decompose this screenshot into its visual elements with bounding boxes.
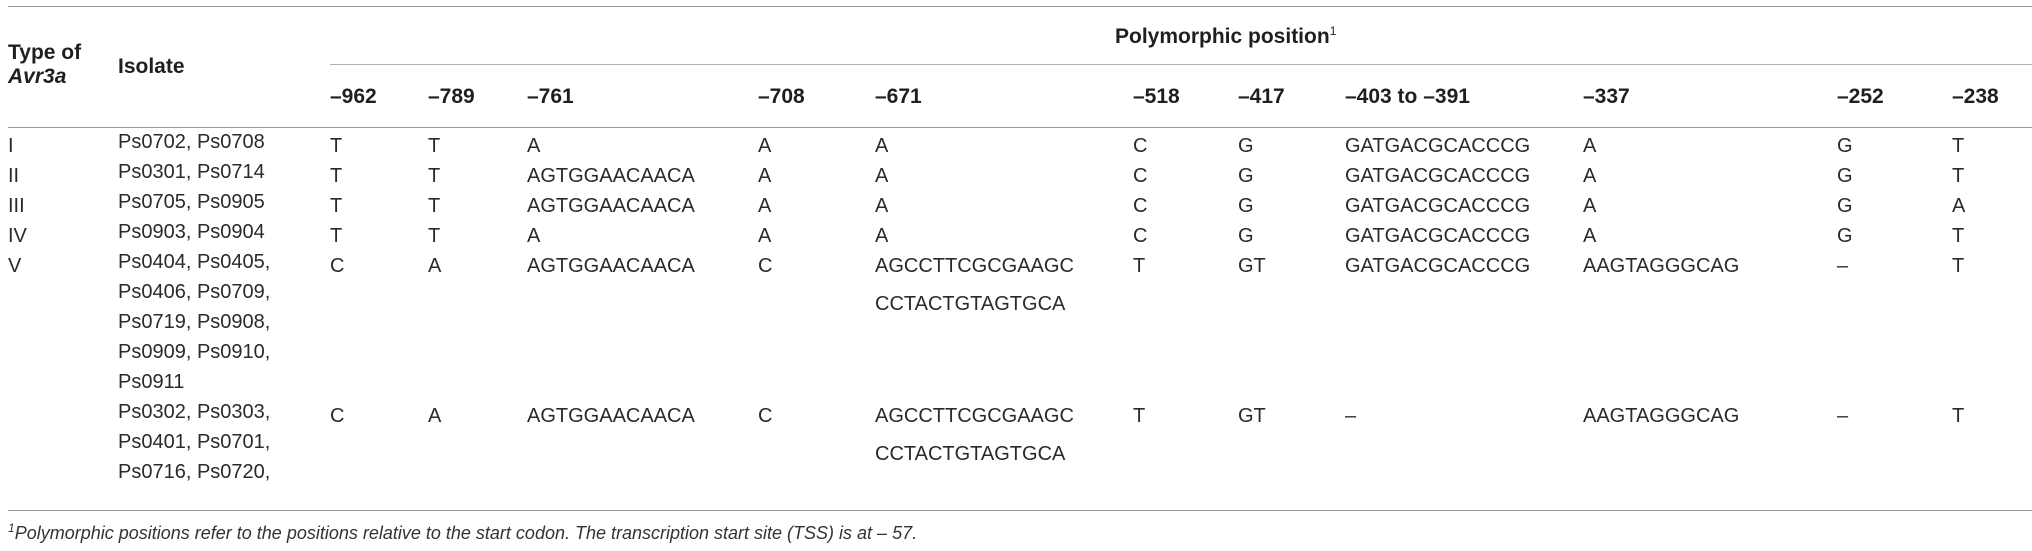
type-cell: II	[8, 165, 20, 187]
position-value: C	[758, 255, 773, 277]
position-value-cell	[1952, 247, 1964, 285]
position-value-cell	[875, 397, 1074, 473]
position-value: T	[1952, 165, 1965, 187]
header-type-line1: Type of	[8, 41, 82, 64]
position-value: G	[1238, 165, 1254, 187]
bottom-rule	[8, 510, 2032, 511]
position-value: T	[330, 135, 343, 157]
position-value-cell	[1583, 247, 1739, 285]
header-isolate: Isolate	[118, 55, 185, 78]
position-value-cell	[1238, 247, 1266, 285]
position-value: A	[1583, 225, 1597, 247]
position-value: T	[428, 195, 441, 217]
position-header: –403 to –391	[1345, 85, 1470, 108]
position-value: A	[875, 225, 889, 247]
header-polymorphic-position	[1115, 24, 1336, 49]
isolate-cell	[118, 157, 265, 187]
position-value: G	[1837, 135, 1853, 157]
isolate-line: Ps0909, Ps0910,	[118, 341, 271, 363]
position-value: AGTGGAACAACA	[527, 195, 695, 217]
position-value: C	[1133, 135, 1148, 157]
position-value: AAGTAGGGCAG	[1583, 405, 1740, 427]
isolate-line: Ps0401, Ps0701,	[118, 431, 271, 453]
position-header: –252	[1837, 85, 1884, 108]
position-value: A	[758, 225, 772, 247]
position-value-cell	[1837, 397, 1848, 435]
isolate-cell	[118, 217, 265, 247]
footnote	[8, 521, 917, 544]
position-value: C	[330, 405, 345, 427]
isolate-line: Ps0719, Ps0908,	[118, 311, 271, 333]
position-value: G	[1238, 135, 1254, 157]
position-value: T	[1952, 225, 1965, 247]
position-value: G	[1837, 165, 1853, 187]
isolate-cell	[118, 187, 265, 217]
position-value-cell	[527, 397, 695, 435]
position-value-cell	[527, 247, 695, 285]
position-value: A	[875, 135, 889, 157]
position-value-cell	[527, 187, 695, 225]
position-value-cell	[428, 247, 441, 285]
top-rule	[8, 6, 2032, 7]
isolate-cell	[118, 397, 270, 487]
position-value-cell	[1952, 397, 1964, 435]
isolate-line: Ps0911	[118, 371, 185, 393]
position-value: T	[428, 135, 441, 157]
position-header: –518	[1133, 85, 1180, 108]
isolate-cell	[118, 127, 265, 157]
position-value-cell	[330, 397, 344, 435]
position-value: G	[1837, 225, 1853, 247]
isolate-line: Ps0406, Ps0709,	[118, 281, 271, 303]
position-value: A	[758, 195, 772, 217]
isolate-line: Ps0903, Ps0904	[118, 221, 265, 243]
position-value: C	[1133, 225, 1148, 247]
position-value: T	[428, 225, 441, 247]
position-value-cell	[330, 247, 344, 285]
position-value: A	[875, 165, 889, 187]
position-value: AGTGGAACAACA	[527, 255, 695, 277]
position-value: AGCCTTCGCGAAGC	[875, 255, 1074, 277]
position-value: AGCCTTCGCGAAGC	[875, 405, 1074, 427]
footnote-marker: 1	[8, 521, 15, 535]
position-value: A	[758, 135, 772, 157]
position-value: G	[1238, 195, 1254, 217]
position-value: CCTACTGTAGTGCA	[875, 443, 1066, 465]
position-value: A	[1583, 165, 1597, 187]
position-value: –	[1837, 405, 1849, 427]
position-value-cell	[1133, 247, 1145, 285]
position-value-cell	[1238, 397, 1266, 435]
type-cell: I	[8, 135, 14, 157]
position-value: G	[1837, 195, 1853, 217]
position-header: –761	[527, 85, 574, 108]
position-value-cell	[758, 397, 772, 435]
position-value: –	[1345, 405, 1357, 427]
position-value-cell	[875, 247, 1074, 323]
header-footnote-marker: 1	[1329, 24, 1337, 38]
isolate-line: Ps0705, Ps0905	[118, 191, 265, 213]
header-type-gene: Avr3a	[8, 65, 67, 88]
position-header: –962	[330, 85, 377, 108]
position-value: C	[1133, 165, 1148, 187]
position-header: –238	[1952, 85, 1999, 108]
position-value: G	[1238, 225, 1254, 247]
position-value: A	[428, 255, 442, 277]
position-value: A	[1583, 195, 1597, 217]
position-value-cell	[1345, 397, 1356, 435]
position-value: T	[1133, 255, 1146, 277]
position-value-cell	[1837, 247, 1848, 285]
position-value: GATGACGCACCCG	[1345, 225, 1531, 247]
isolate-line: Ps0302, Ps0303,	[118, 401, 271, 423]
position-header: –337	[1583, 85, 1630, 108]
position-value: C	[1133, 195, 1148, 217]
position-value: AGTGGAACAACA	[527, 405, 695, 427]
header-polymorphic-label: Polymorphic position	[1115, 25, 1330, 48]
group-header-rule	[330, 64, 2032, 65]
isolate-line: Ps0301, Ps0714	[118, 161, 265, 183]
position-value-cell	[1345, 247, 1530, 285]
position-value: A	[428, 405, 442, 427]
footnote-text: Polymorphic positions refer to the positions relative to the start codon. The transcription start site (TSS) is at – 57.	[14, 523, 918, 543]
position-value: T	[1952, 255, 1965, 277]
isolate-line: Ps0702, Ps0708	[118, 131, 265, 153]
position-value: T	[1952, 405, 1965, 427]
position-value: GATGACGCACCCG	[1345, 135, 1531, 157]
type-cell: IV	[8, 225, 27, 247]
position-value: CCTACTGTAGTGCA	[875, 293, 1066, 315]
position-value: AAGTAGGGCAG	[1583, 255, 1740, 277]
position-value: T	[330, 195, 343, 217]
position-header: –417	[1238, 85, 1285, 108]
position-value: T	[428, 165, 441, 187]
position-value: T	[1952, 135, 1965, 157]
header-bottom-rule	[8, 127, 2032, 128]
position-value: GATGACGCACCCG	[1345, 255, 1531, 277]
type-cell: V	[8, 255, 22, 277]
position-value: A	[1952, 195, 1966, 217]
position-value: –	[1837, 255, 1849, 277]
position-value: A	[758, 165, 772, 187]
isolate-cell	[118, 247, 270, 397]
position-value: GT	[1238, 255, 1266, 277]
position-value: A	[527, 225, 541, 247]
type-cell: III	[8, 195, 25, 217]
position-header: –671	[875, 85, 922, 108]
position-header: –708	[758, 85, 805, 108]
position-value: T	[330, 225, 343, 247]
position-value: T	[1133, 405, 1146, 427]
position-value: GATGACGCACCCG	[1345, 195, 1531, 217]
header-type	[8, 41, 81, 89]
position-header: –789	[428, 85, 475, 108]
position-value-cell	[1583, 397, 1739, 435]
position-value: A	[527, 135, 541, 157]
position-value: A	[1583, 135, 1597, 157]
position-value-cell	[428, 397, 441, 435]
position-value: GT	[1238, 405, 1266, 427]
position-value: A	[875, 195, 889, 217]
position-value: C	[330, 255, 345, 277]
isolate-line: Ps0404, Ps0405,	[118, 251, 271, 273]
position-value-cell	[758, 247, 772, 285]
position-value: C	[758, 405, 773, 427]
isolate-line: Ps0716, Ps0720,	[118, 461, 271, 483]
position-value: AGTGGAACAACA	[527, 165, 695, 187]
position-value: T	[330, 165, 343, 187]
position-value-cell	[1133, 397, 1145, 435]
position-value: GATGACGCACCCG	[1345, 165, 1531, 187]
